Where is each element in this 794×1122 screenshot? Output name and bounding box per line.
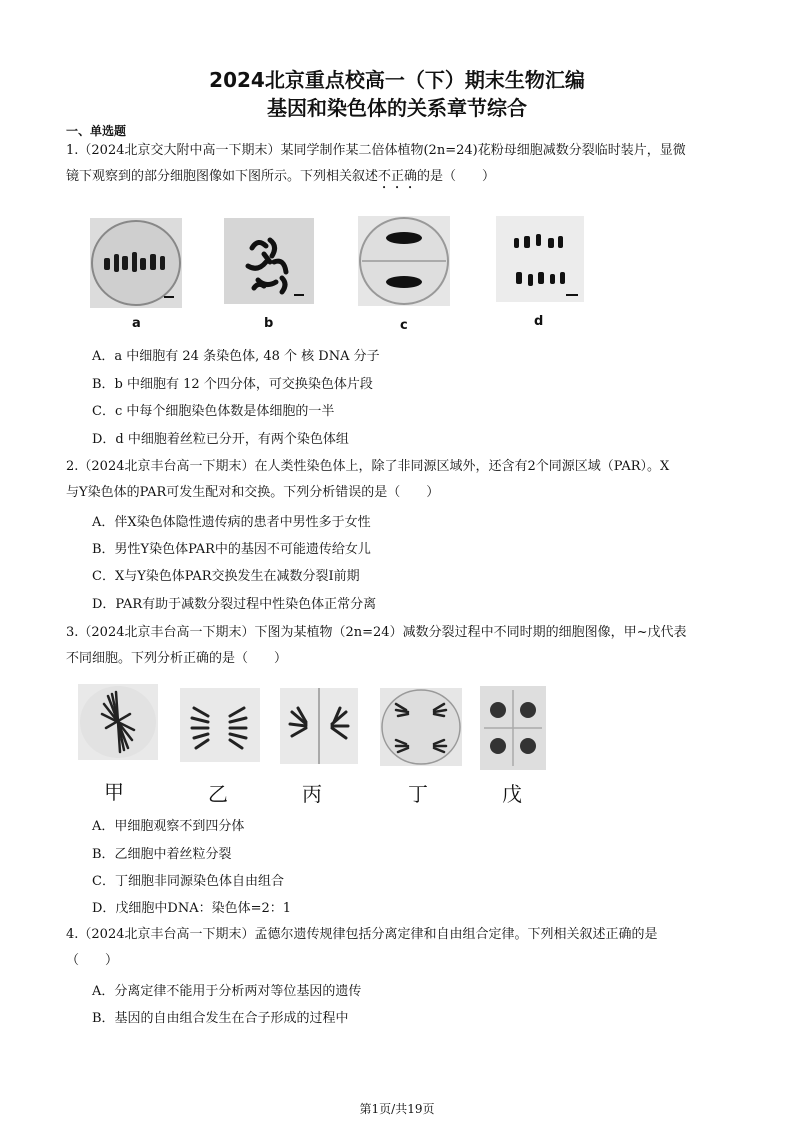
- page-footer: 第1页/共19页: [359, 1102, 435, 1116]
- question-2-stem: [66, 454, 726, 506]
- micrograph-yi: [180, 688, 260, 762]
- question-2-option-a: A．伴X染色体隐性遗传病的患者中男性多于女性: [92, 515, 371, 530]
- question-2-option-b: B．男性Y染色体PAR中的基因不可能遗传给女儿: [92, 542, 371, 557]
- section-heading: 一、单选题: [66, 124, 127, 138]
- figure-label-yi: 乙: [208, 782, 228, 806]
- figure-label-wu: 戊: [502, 782, 522, 806]
- question-4-line2: （ ）: [66, 953, 119, 968]
- question-3-option-a: A．甲细胞观察不到四分体: [92, 819, 245, 834]
- question-1-option-d: D．d 中细胞着丝粒已分开，有两个染色体组: [92, 432, 349, 447]
- question-3-option-b: B．乙细胞中着丝粒分裂: [92, 847, 232, 862]
- figure-label-a: a: [132, 316, 141, 331]
- micrograph-a: [90, 218, 182, 308]
- question-4-option-b: B．基因的自由组合发生在合子形成的过程中: [92, 1011, 349, 1026]
- question-3-line2: 不同细胞。下列分析正确的是（ ）: [66, 651, 288, 666]
- figure-label-b: b: [264, 316, 274, 331]
- question-4-option-a: A．分离定律不能用于分析两对等位基因的遗传: [92, 984, 362, 999]
- figure-label-d: d: [534, 314, 544, 329]
- question-1-line2: 镜下观察到的部分细胞图像如下图所示。下列相关叙述不正确的是（ ）: [66, 169, 496, 184]
- doc-title-line2: 基因和染色体的关系章节综合: [267, 96, 527, 120]
- question-3-stem: [66, 620, 726, 672]
- micrograph-d: [496, 216, 584, 302]
- question-4-stem: [66, 922, 726, 974]
- figure-label-ding: 丁: [408, 782, 428, 806]
- emphasis-text: 不正确: [378, 169, 418, 184]
- question-2-line1: 2.（2024北京丰台高一下期末）在人类性染色体上，除了非同源区域外，还含有2个同源区域（PAR）。X: [66, 459, 670, 474]
- micrograph-wu: [480, 686, 546, 770]
- micrograph-b: [224, 218, 314, 304]
- question-1-stem: [66, 138, 726, 192]
- doc-title-line1: 2024北京重点校高一（下）期末生物汇编: [209, 68, 585, 92]
- question-1-option-c: C．c 中每个细胞染色体数是体细胞的一半: [92, 404, 335, 419]
- question-2-line2: 与Y染色体的PAR可发生配对和交换。下列分析错误的是（ ）: [66, 485, 440, 500]
- figure-label-c: c: [400, 318, 408, 333]
- figure-label-bing: 丙: [302, 782, 322, 806]
- micrograph-c: [358, 216, 450, 306]
- figure-label-jia: 甲: [104, 780, 124, 804]
- question-3-line1: 3.（2024北京丰台高一下期末）下图为某植物（2n=24）减数分裂过程中不同时期的细胞图像，甲~戊代表: [66, 625, 687, 640]
- question-2-option-c: C．X与Y染色体PAR交换发生在减数分裂Ⅰ前期: [92, 569, 360, 584]
- micrograph-jia: [78, 684, 158, 760]
- question-1-line1: 1.（2024北京交大附中高一下期末）某同学制作某二倍体植物(2n=24)花粉母细胞减数分裂临时装片，显微: [66, 143, 686, 158]
- question-2-option-d: D．PAR有助于减数分裂过程中性染色体正常分离: [92, 597, 377, 612]
- micrograph-ding: [380, 688, 462, 766]
- question-4-line1: 4.（2024北京丰台高一下期末）孟德尔遗传规律包括分离定律和自由组合定律。下列相关叙述正确的是: [66, 927, 658, 942]
- micrograph-bing: [280, 688, 358, 764]
- question-1-option-b: B．b 中细胞有 12 个四分体，可交换染色体片段: [92, 377, 373, 392]
- question-3-option-c: C．丁细胞非同源染色体自由组合: [92, 874, 284, 889]
- question-1-option-a: A．a 中细胞有 24 条染色体, 48 个 核 DNA 分子: [92, 349, 380, 364]
- question-3-option-d: D．戊细胞中DNA：染色体=2：1: [92, 901, 292, 916]
